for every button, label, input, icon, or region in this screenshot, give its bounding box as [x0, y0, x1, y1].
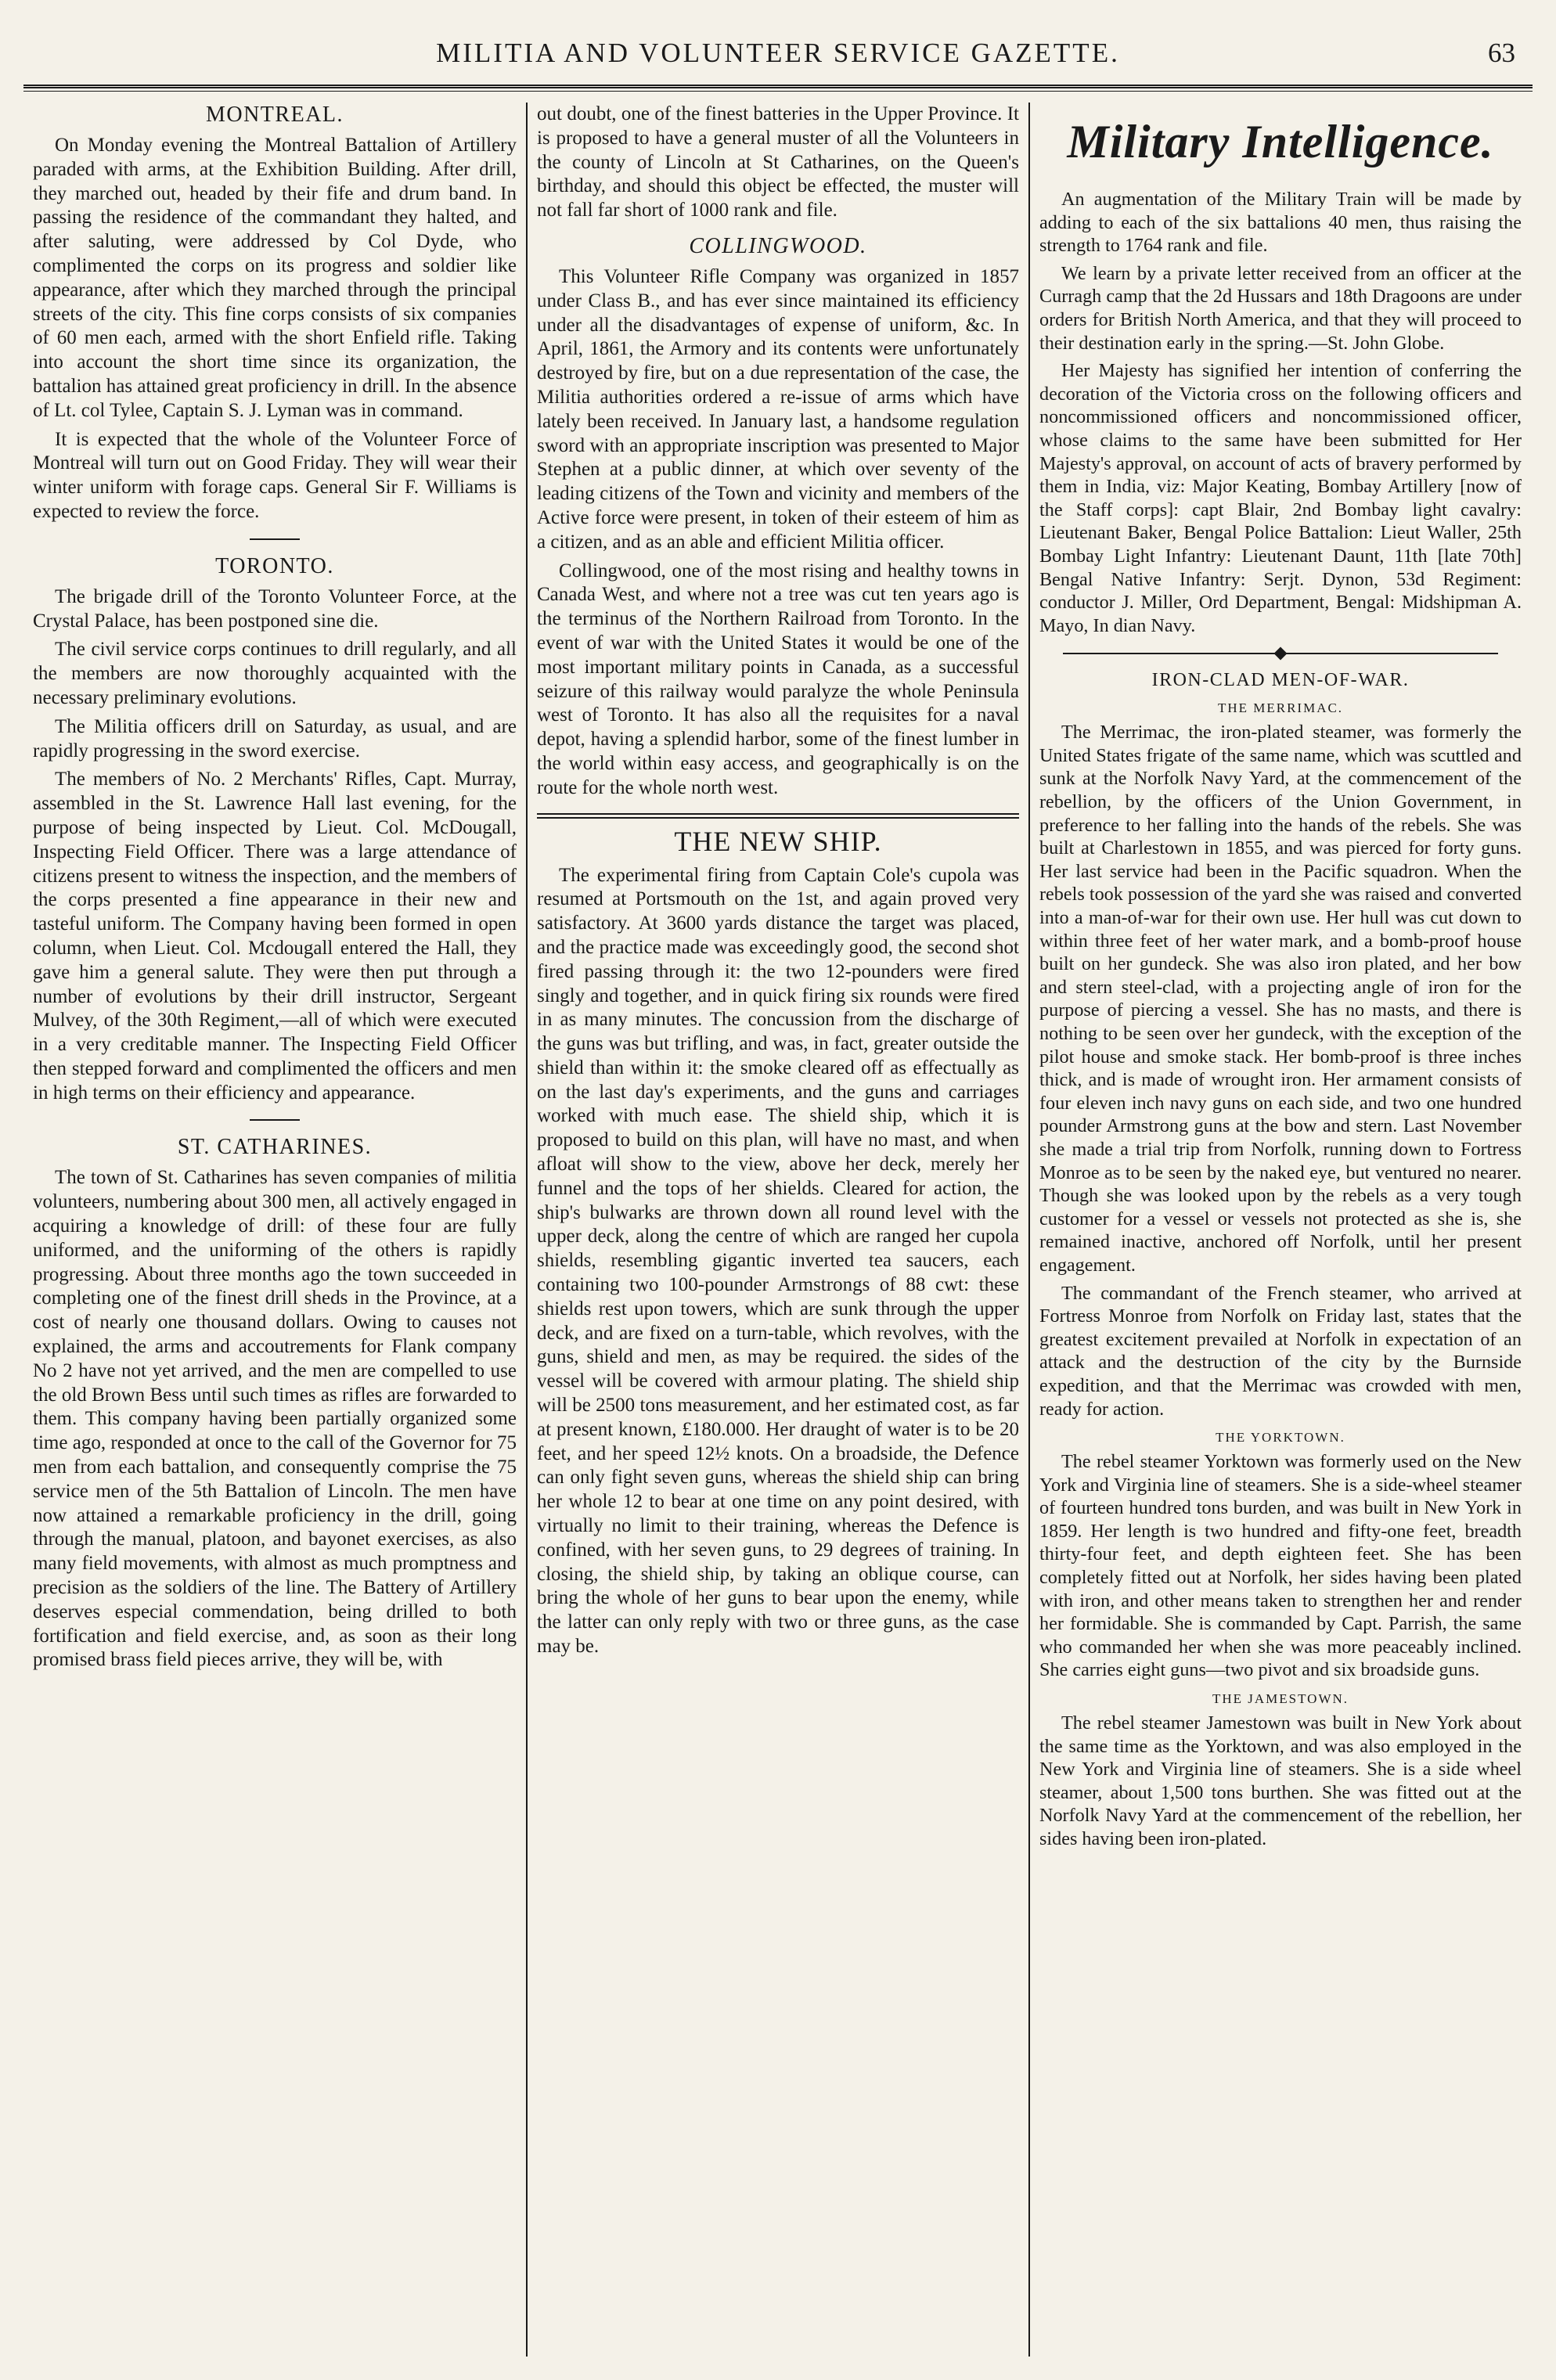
column-3	[1028, 103, 1531, 2357]
paragraph: Her Majesty has signified her intention of conferring the decoration of the Victoria cross on the following officers and noncommissioned officers and noncommissioned officer, whose claims to the same have been submitted for Her Majesty's approval, on account of acts of bravery performed by them in India, viz: Major Keating, Bombay Artillery [now of the Staff corps]: capt Blair, 2nd Bombay light cavalry: Lieutenant Baker, Bengal Police Battalion: Lieut Waller, 25th Bombay Light Infantry: Lieutenant Daunt, 11th [late 70th] Bengal Native Infantry: Serjt. Dynon, 53d Regiment: conductor J. Miller, Ord Department, Bengal: Midshipman A. Mayo, In dian Navy.	[1039, 360, 1522, 636]
article-heading: COLLINGWOOD.	[689, 233, 867, 258]
section-divider	[537, 813, 1019, 819]
paragraph: It is expected that the whole of the Volunteer Force of Montreal will turn out on Good Friday. They will wear their winter uniform with forage caps. General Sir F. Williams is expected to review the force.	[33, 428, 517, 522]
column-1	[23, 103, 526, 2357]
column-2	[526, 103, 1028, 2357]
subheading-merrimac: THE MERRIMAC.	[1217, 700, 1344, 716]
military-intelligence-masthead: Military Intelligence.	[1067, 116, 1494, 167]
header-rule	[23, 85, 1533, 92]
paragraph: The commandant of the French steamer, who arrived at Fortress Monroe from Norfolk on Friday last, states that the greatest excitement prevailed at Norfolk in expectation of an attack and the destruction of the city by the Burnside expedition, and that the Merrimac was crowded with men, ready for action.	[1039, 1282, 1522, 1420]
paragraph: The town of St. Catharines has seven companies of militia volunteers, numbering about 300 men, all actively engaged in acquiring a knowledge of drill: of these four are fully uniformed, and the uniforming of the others is rapidly progressing. About three months ago the town succeeded in completing one of the finest drill sheds in the Province, at a cost of nearly one thousand dollars. Owing to causes not explained, the arms and accoutrements for Flank company No 2 have not yet arrived, and the men are compelled to use the old Brown Bess until such times as rifles are forwarded to them. This company having been partially organized some time ago, responded at once to the call of the Governor for 75 men from each battalion, and consequently comprise the 75 service men of the 5th Battalion of Lincoln. The men have now attained a remarkable proficiency in the drill, going through the manual, platoon, and bayonet exercises, as also many field movements, with almost as much promptness and precision as the soldiers of the line. The Battery of Artillery deserves especial commendation, being drilled to both fortification and field exercise, and, as soon as their long promised brass field pieces arrive, they will be, with	[33, 1167, 517, 1671]
section-divider	[250, 538, 300, 540]
paragraph: The civil service corps continues to drill regularly, and all the members are now thoroughly acquainted with the necessary preliminary evolutions.	[33, 639, 517, 708]
paragraph: The rebel steamer Jamestown was built in New York about the same time as the Yorktown, and was also employed in the New York and Virginia line of steamers. She is a side wheel steamer, about 1,500 tons burthen. She was fitted out at the Norfolk Navy Yard at the commencement of the rebellion, her sides having been iron-plated.	[1039, 1712, 1522, 1849]
subheading-jamestown: THE JAMESTOWN.	[1212, 1691, 1349, 1707]
running-head	[23, 38, 1533, 85]
paragraph: The Militia officers drill on Saturday, as usual, and are rapidly progressing in the sword exercise.	[33, 715, 517, 762]
paragraph: The members of No. 2 Merchants' Rifles, Capt. Murray, assembled in the St. Lawrence Hall last evening, for the purpose of being inspected by Lieut. Col. McDougall, Inspecting Field Officer. There was a large attendance of citizens present to witness the inspection, and the members of the corps presented a fine appearance in their new and tasteful uniform. The Company having been formed in open column, when Lieut. Col. Mcdougall entered the Hall, they gave him a general salute. They were then put through a number of evolutions by their drill instructor, Sergeant Mulvey, of the 30th Regiment,—all of which were executed in a very creditable manner. The Inspecting Field Officer then stepped forward and complimented the officers and men in high terms on their efficiency and appearance.	[33, 769, 517, 1104]
paragraph: On Monday evening the Montreal Battalion of Artillery paraded with arms, at the Exhibition Building. After drill, they marched out, headed by their fife and drum band. In passing the residence of the commandant they halted, and after saluting, were addressed by Col Dyde, who complimented the corps on its progress and soldier like appearance, after which they marched through the principal streets of the city. This fine corps consists of six companies of 60 men each, armed with the short Enfield rifle. Taking into account the short time since its organization, the battalion has attained great proficiency in drill. In the absence of Lt. col Tylee, Captain S. J. Lyman was in command.	[33, 135, 517, 421]
paragraph: The experimental firing from Captain Cole's cupola was resumed at Portsmouth on the 1st, and again proved very satisfactory. At 3600 yards distance the target was placed, and the practice made was exceedingly good, the second shot fired passing through it: the two 12-pounders were fired singly and together, and in quick firing six rounds were fired in as many minutes. The concussion from the discharge of the guns was but trifling, and was, in fact, greater outside the shield than within it: the smoke cleared off as effectually as on the last day's experiments, and the guns and carriages worked with much ease. The shield ship, which it is proposed to build on this plan, will have no mast, and when afloat will show to the view, above her deck, merely her funnel and the tops of her shields. Cleared for action, the ship's bulwarks are thrown down all round level with the upper deck, along the centre of which are ranged her cupola shields, resembling gigantic inverted tea saucers, each containing two 100-pounder Armstrongs of 88 cwt: these shields rest upon towers, which are sunk through the upper deck, and are fixed on a turn-table, which revolves, with the guns, shield and men, as may be required. the sides of the vessel will be covered with armour plating. The shield ship will be 2500 tons measurement, and her estimated cost, as far at present known, £180.000. Her draught of water is to be 20 feet, and her speed 12½ knots. On a broadside, the Defence can only fight seven guns, whereas the shield ship can bring her whole 12 to bear at one time on any point desired, with virtually no limit to their training, whereas the Defence is confined, with her seven guns, to 29 degrees of training. In closing, the shield ship, by taking an oblique course, can bring the whole of her guns to bear upon the enemy, while the latter can only reply with two or three guns, as the case may be.	[537, 864, 1019, 1658]
paragraph: Collingwood, one of the most rising and healthy towns in Canada West, and where not a tree was cut ten years ago is the terminus of the Northern Railroad from Toronto. In the event of war with the United States it would be one of the most important military points in Canada, as a successful seizure of this railway would paralyze the whole Peninsula west of Toronto. It has also all the requisites for a naval depot, having a splendid harbor, some of the finest lumber in the world within easy access, and geographically is on the route for the whole north west.	[537, 560, 1019, 798]
article-heading: MONTREAL.	[205, 103, 344, 127]
subheading-yorktown: THE YORKTOWN.	[1216, 1430, 1345, 1446]
paragraph: The Merrimac, the iron-plated steamer, was formerly the United States frigate of the same name, which was scuttled and sunk at the Norfolk Navy Yard, at the commencement of the rebellion, by the officers of the Union Government, in preference to her falling into the hands of the rebels. She was built at Charlestown in 1855, and was pierced for forty guns. Her last service had been in the Pacific squadron. When the rebels took possession of the yard she was raised and converted into a man-of-war for their own use. Her hull was cut down to within three feet of her water mark, and a bomb-proof house built on her gundeck. She was also iron plated, and her bow and stern steel-clad, with a projecting angle of iron for the purpose of piercing a vessel. She has no masts, and there is nothing to be seen over her gundeck, with the exception of the pilot house and smoke stack. Her bomb-proof is three inches thick, and is made of wrought iron. Her armament consists of four eleven inch navy guns on each side, and two one hundred pounder Armstrong guns at the bow and stern. Last November she made a trial trip from Norfolk, running down to Fortress Monroe as to be seen by the naked eye, but ventured no nearer. Though she was looked upon by the rebels as a very tough customer for a vessel or vessels not protected as she is, she remained inactive, anchored off Norfolk, until her present engagement.	[1039, 722, 1522, 1276]
columns	[23, 103, 1533, 2357]
page-number: 63	[1488, 38, 1515, 68]
paragraph: This Volunteer Rifle Company was organized in 1857 under Class B., and has ever since maintained its efficiency under all the disadvantages of expense of uniform, &c. In April, 1861, the Armory and its contents were unfortunately destroyed by fire, but on a due representation of the case, the Militia authorities ordered a re-issue of arms which have lately been received. In January last, a handsome regulation sword with an appropriate inscription was presented to Major Stephen at a public dinner, at which over seventy of the leading citizens of the Town and vicinity and members of the Active force were present, in token of their esteem of him as a citizen, and as an able and efficient Militia officer.	[537, 265, 1019, 553]
section-divider	[250, 1119, 300, 1121]
article-heading: IRON-CLAD MEN-OF-WAR.	[1151, 670, 1410, 691]
article-new-ship	[537, 825, 1019, 1659]
paragraph: The brigade drill of the Toronto Volunteer Force, at the Crystal Palace, has been postponed sine die.	[33, 585, 517, 632]
article-collingwood	[537, 234, 1019, 801]
article-heading: ST. CATHARINES.	[177, 1135, 373, 1160]
continued-paragraph: out doubt, one of the finest batteries in the Upper Province. It is proposed to have a general muster of all the Volunteers in the county of Lincoln at St Catharines, on the Queen's birthday, and should this object be effected, the muster will not fall far short of 1000 rank and file.	[537, 103, 1019, 221]
ornament-divider	[1063, 648, 1498, 659]
article-toronto	[33, 554, 517, 1106]
paragraph: We learn by a private letter received from an officer at the Curragh camp that the 2d Hussars and 18th Dragoons are under orders for British North America, and that they will proceed to their destination early in the spring.—St. John Globe.	[1039, 262, 1522, 354]
article-ironclad	[1039, 670, 1522, 1850]
article-heading: TORONTO.	[215, 553, 334, 578]
publication-title: MILITIA AND VOLUNTEER SERVICE GAZETTE.	[436, 38, 1120, 68]
article-heading: THE NEW SHIP.	[674, 825, 882, 857]
article-st-catharines	[33, 1135, 517, 1672]
paragraph: The rebel steamer Yorktown was formerly used on the New York and Virginia line of steamers. She is a side-wheel steamer of fourteen hundred tons burden, and was built in New York in 1859. Her length is two hundred and fifty-one feet, breadth thirty-four feet, and depth eighteen feet. She has been completely fitted out at Norfolk, her sides having been plated with iron, and other means taken to strengthen her and render her formidable. She is commanded by Capt. Parrish, the same who commanded her when she was more peaceably inclined. She carries eight guns—two pivot and six broadside guns.	[1039, 1451, 1522, 1681]
paragraph: An augmentation of the Military Train will be made by adding to each of the six battalions 40 men, thus raising the strength to 1764 rank and file.	[1039, 189, 1522, 257]
article-montreal	[33, 103, 517, 524]
